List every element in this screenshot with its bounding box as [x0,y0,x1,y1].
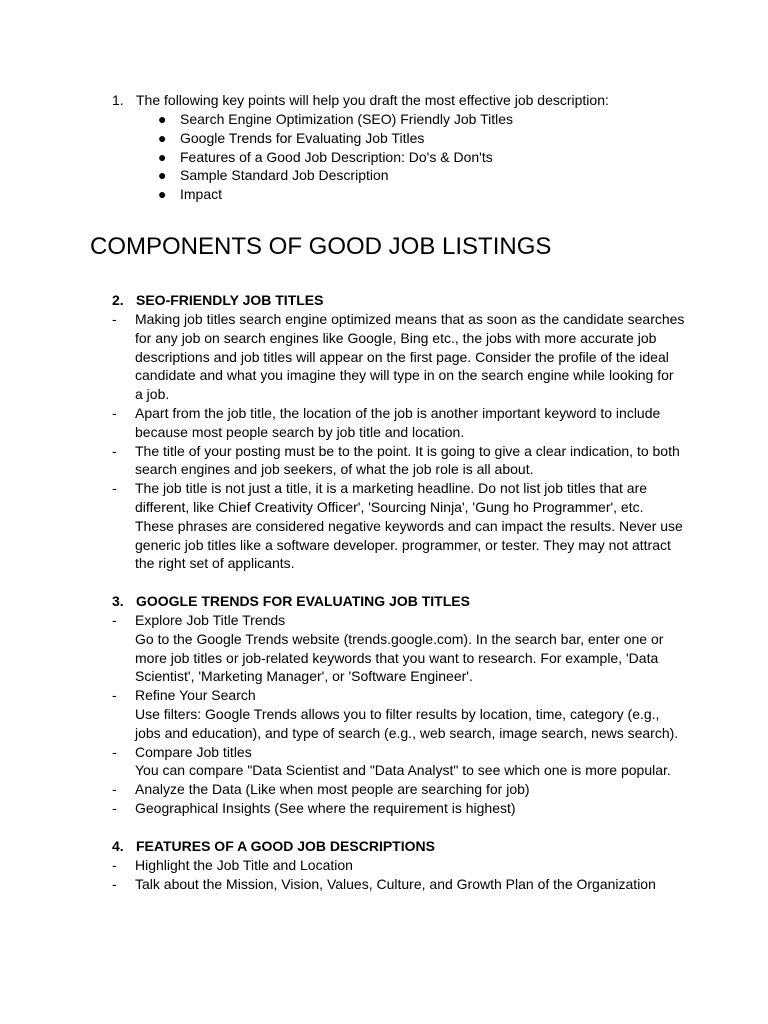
bullet-item: ● Sample Standard Job Description [158,167,389,184]
section-title: GOOGLE TRENDS FOR EVALUATING JOB TITLES [136,593,470,609]
section-heading [112,291,323,310]
bullet-dot-icon: ● [158,186,167,203]
intro-number: 1. [112,92,124,108]
section-number: 2. [112,292,124,308]
bullet-item: ● Google Trends for Evaluating Job Titles [158,129,425,146]
bullet-dot-icon: ● [158,111,167,127]
section-title: FEATURES OF A GOOD JOB DESCRIPTIONS [136,838,435,854]
section-number: 4. [112,838,124,854]
list-item: - The job title is not just a title, it is a marketing headline. Do not list job titles that are different, like Chief Creativity Officer', 'Sourcing Ninja', 'Gung ho Programmer', etc. These phrases are considered negative keywords and can impact the results. Never use generic job titles like a software developer. programmer, or tester. They may not attract the right set of applicants. [112,480,683,572]
section-number: 3. [112,593,124,609]
bullet-item: ● Impact [158,186,223,203]
bullet-dot-icon: ● [158,167,167,184]
section-heading [112,592,470,611]
section-list [112,611,692,818]
section-list [112,310,692,573]
intro-text: The following key points will help you draft the most effective job description: [136,92,609,108]
list-item: - Explore Job Title Trends Go to the Google Trends website (trends.google.com). In the search bar, enter one or more job titles or job-related keywords that you want to research. For example, 'Data Scientist', 'Marketing Manager', or 'Software Engineer'. [112,612,664,685]
list-item: - The title of your posting must be to the point. It is going to give a clear indication, to both search engines and job seekers, of what the job role is all about. [112,442,680,478]
list-item: - Apart from the job title, the location of the job is another important keyword to include because most people search by job title and location. [112,404,661,440]
section-heading [112,837,435,856]
list-item: - Compare Job titles You can compare "Data Scientist and "Data Analyst" to see which one is more popular. [112,743,671,779]
bullet-dot-icon: ● [158,129,167,146]
list-item: - Analyze the Data (Like when most people are searching for job) [112,781,530,798]
page-heading: COMPONENTS OF GOOD JOB LISTINGS [90,233,552,260]
bullet-item: ● Search Engine Optimization (SEO) Friendly Job Titles [158,111,514,127]
list-item: - Refine Your Search Use filters: Google Trends allows you to filter results by location, time, category (e.g., jobs and education), and type of search (e.g., web search, image search, news search). [112,687,679,741]
list-item: - Geographical Insights (See where the requirement is highest) [112,799,516,816]
intro-bullet-list [158,110,513,204]
section-title: SEO-FRIENDLY JOB TITLES [136,292,324,308]
list-item: - Highlight the Job Title and Location [112,857,353,873]
list-item: - Talk about the Mission, Vision, Values, Culture, and Growth Plan of the Organization [112,875,656,892]
list-item: - Making job titles search engine optimized means that as soon as the candidate searches for any job on search engines like Google, Bing etc., the jobs with more accurate job descriptions and job titles will appear on the first page. Consider the profile of the ideal candidate and what you imagine they will type in on the search engine while looking for a job. [112,311,685,403]
bullet-dot-icon: ● [158,148,167,165]
bullet-item: ● Features of a Good Job Description: Do's & Don'ts [158,148,493,165]
section-list [112,856,692,894]
